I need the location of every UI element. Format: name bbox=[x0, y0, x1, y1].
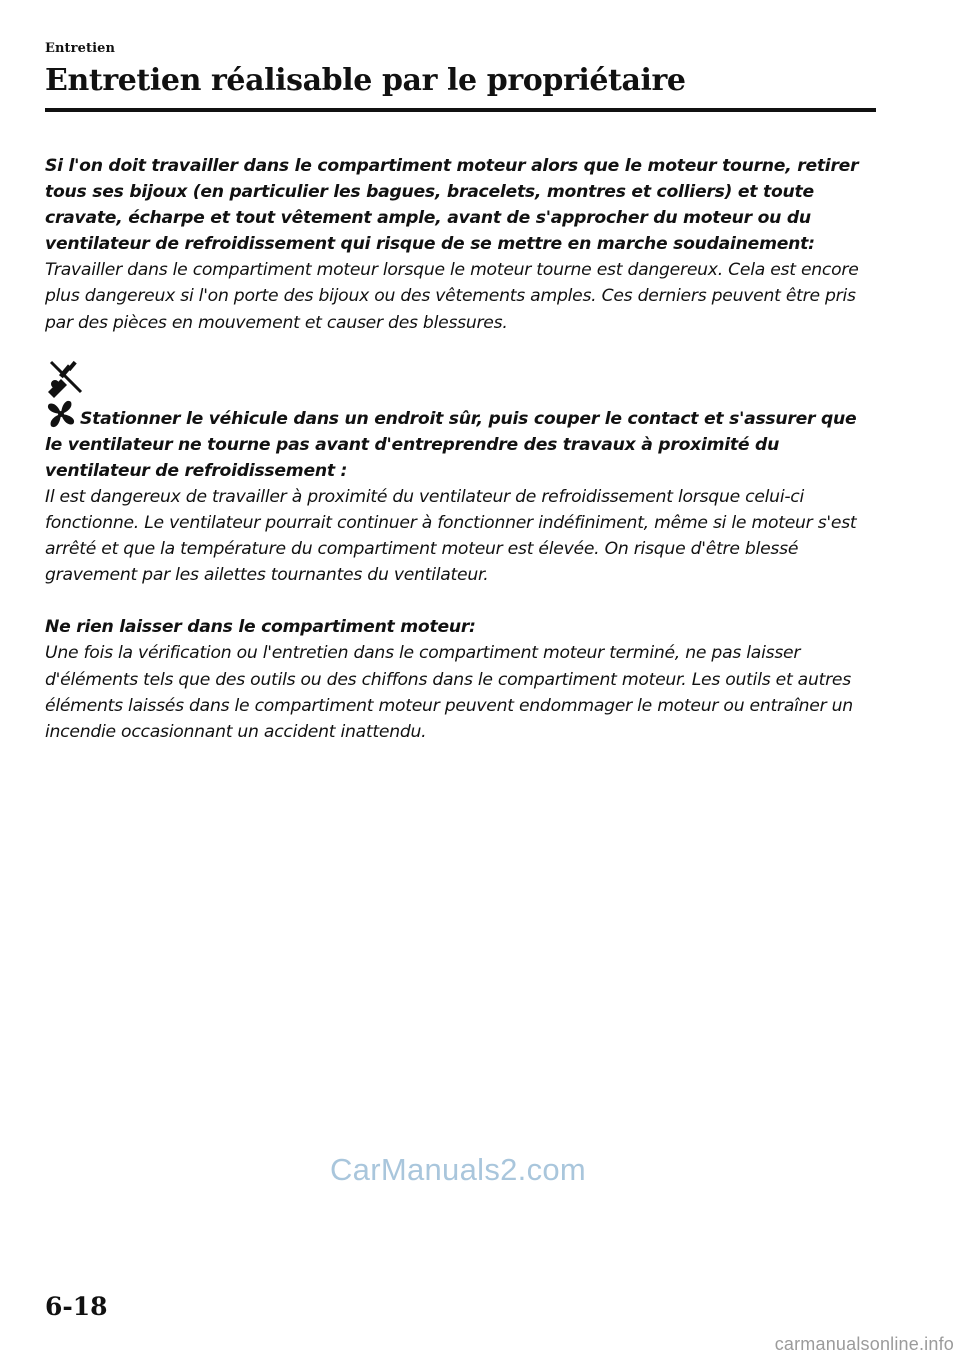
warning-heading-text: Stationner le véhicule dans un endroit sûr, puis couper le contact et s'assurer que le ventilateur ne tourne pas avant d'entreprendre des travaux à proximité du ventilateur de refroidissement : bbox=[45, 408, 857, 481]
warning-heading: Ne rien laisser dans le compartiment moteur: bbox=[45, 617, 476, 638]
warning-body: Travailler dans le compartiment moteur lorsque le moteur tourne est dangereux. Cela est encore plus dangereux si l'on porte des bijoux ou des vêtements amples. Ces derniers peuvent être pris par des pièces en mouvement et causer des blessures. bbox=[45, 260, 859, 333]
warning-block-jewelry bbox=[45, 153, 875, 336]
warning-heading bbox=[45, 398, 875, 484]
watermark: CarManuals2.com bbox=[330, 1152, 587, 1187]
title-divider bbox=[45, 108, 876, 112]
page-title: Entretien réalisable par le propriétaire bbox=[45, 63, 686, 98]
hand-warning-icon bbox=[45, 358, 85, 398]
page-number: 6-18 bbox=[45, 1292, 108, 1321]
warning-block-objects bbox=[45, 614, 875, 744]
warning-body: Une fois la vérification ou l'entretien dans le compartiment moteur terminé, ne pas laisser d'éléments tels que des outils ou des chiffons dans le compartiment moteur. Les outils et autres éléments laissés dans le compartiment moteur peuvent endommager le moteur ou entraîner un incendie occasionnant un accident inattendu. bbox=[45, 643, 853, 742]
fan-icon bbox=[45, 398, 77, 430]
warning-heading: Si l'on doit travailler dans le compartiment moteur alors que le moteur tourne, retirer tous ses bijoux (en particulier les bagues, bracelets, montres et colliers) et toute cravate, écharpe et tout vêtement ample, avant de s'approcher du moteur ou du ventilateur de refroidissement qui risque de se mettre en marche soudainement: bbox=[45, 156, 859, 255]
warning-block-fan bbox=[45, 398, 875, 589]
warning-content bbox=[45, 153, 875, 745]
footer-watermark: carmanualsonline.info bbox=[774, 1334, 954, 1354]
section-label: Entretien bbox=[45, 41, 116, 56]
warning-body: Il est dangereux de travailler à proximité du ventilateur de refroidissement lorsque celui-ci fonctionne. Le ventilateur pourrait continuer à fonctionner indéfiniment, même si le moteur s'est arrêté et que la température du compartiment moteur est élevée. On risque d'être blessé gravement par les ailettes tournantes du ventilateur. bbox=[45, 486, 857, 586]
